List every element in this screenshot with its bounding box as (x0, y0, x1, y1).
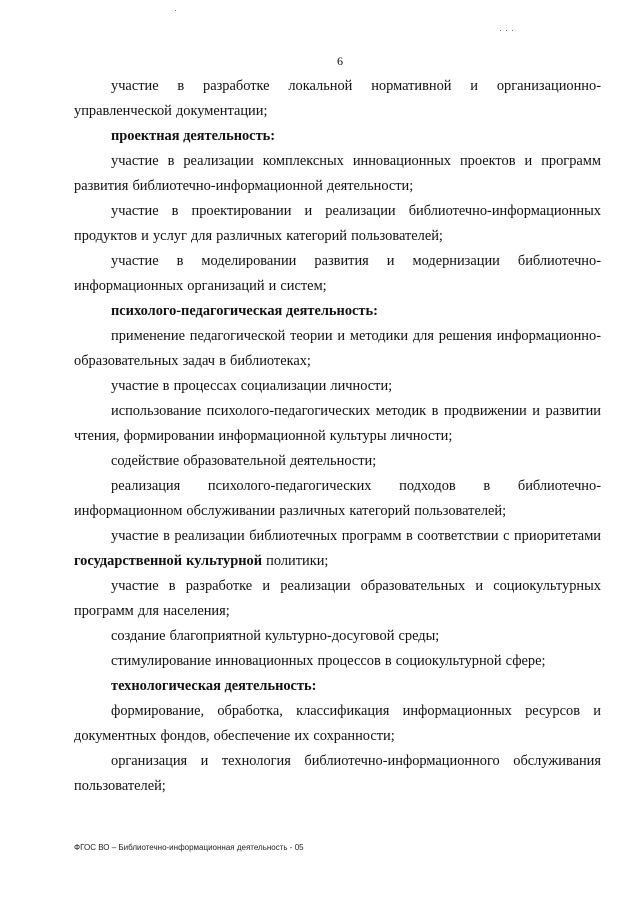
section-heading: технологическая деятельность: (111, 678, 317, 694)
paragraph: создание благоприятной культурно-досуговой среды; (111, 628, 440, 644)
section-heading: проектная деятельность: (111, 128, 276, 144)
paragraph: участие в разработке и реализации образовательных и социокультурных программ для населения; (74, 578, 601, 619)
paragraph: формирование, обработка, классификация информационных ресурсов и документных фондов, обеспечение их сохранности; (74, 703, 601, 744)
paragraph-with-emphasis (74, 524, 601, 574)
scan-artifact (506, 30, 507, 31)
scan-artifact (175, 10, 176, 11)
scan-artifact (500, 30, 501, 31)
page-number: 6 (337, 54, 343, 68)
paragraph-text-after: политики; (262, 553, 329, 569)
paragraph: применение педагогической теории и методики для решения информационно-образовательных задач в библиотеках; (74, 328, 601, 369)
scan-artifact (512, 30, 513, 31)
paragraph: организация и технология библиотечно-информационного обслуживания пользователей; (74, 753, 601, 794)
section-heading: психолого-педагогическая деятельность: (111, 303, 378, 319)
document-body (74, 74, 601, 799)
paragraph: использование психолого-педагогических методик в продвижении и развитии чтения, формировании информационной культуры личности; (74, 403, 601, 444)
paragraph: участие в моделировании развития и модернизации библиотечно-информационных организаций и систем; (74, 253, 601, 294)
page-footer: ФГОС ВО – Библиотечно-информационная деятельность - 05 (74, 843, 304, 852)
paragraph-text-before: участие в реализации библиотечных программ в соответствии с приоритетами (111, 528, 601, 544)
paragraph: участие в разработке локальной нормативной и организационно-управленческой документации; (74, 78, 601, 119)
paragraph: реализация психолого-педагогических подходов в библиотечно-информационном обслуживании различных категорий пользователей; (74, 478, 601, 519)
paragraph: стимулирование инновационных процессов в социокультурной сфере; (111, 653, 546, 669)
emphasized-text: государственной культурной (74, 553, 263, 569)
paragraph: участие в проектировании и реализации библиотечно-информационных продуктов и услуг для различных категорий пользователей; (74, 203, 601, 244)
paragraph: участие в реализации комплексных инновационных проектов и программ развития библиотечно-информационной деятельности; (74, 153, 601, 194)
paragraph: участие в процессах социализации личности; (111, 378, 393, 394)
paragraph: содействие образовательной деятельности; (111, 453, 377, 469)
